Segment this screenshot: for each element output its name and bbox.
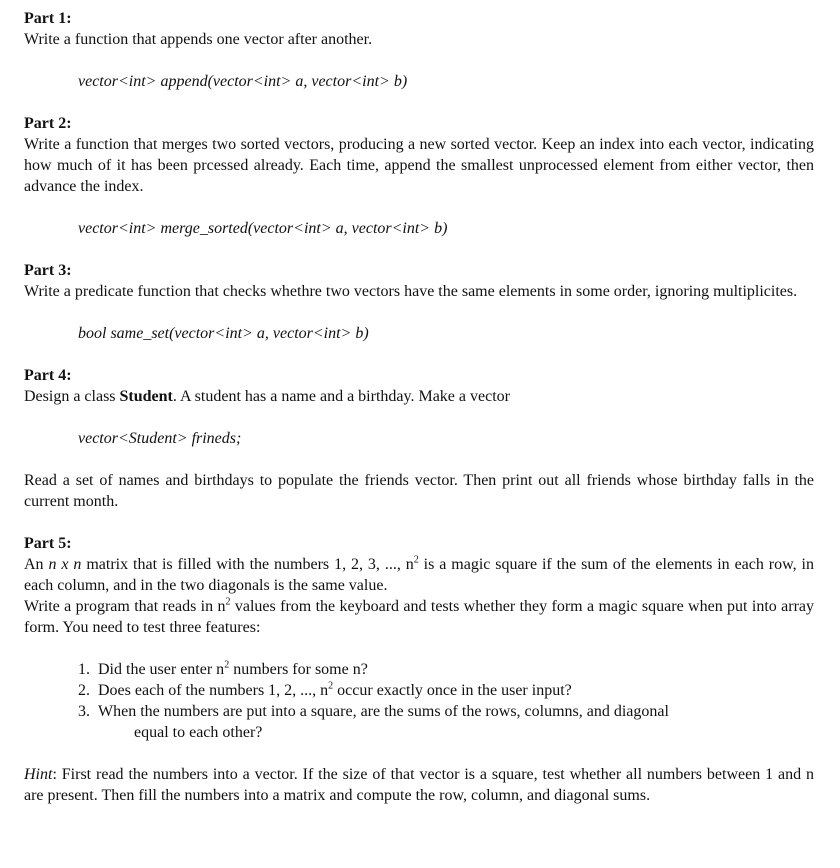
part-4-heading: Part 4:	[24, 367, 72, 384]
hint-paragraph	[24, 764, 814, 806]
part-2-section	[24, 113, 814, 239]
superscript-2: 2	[328, 680, 334, 692]
part-5-intro-b: matrix that is filled with the numbers 1, 2, 3, ..., n	[81, 556, 414, 573]
part-4-declaration: vector<Student> frineds;	[78, 430, 242, 447]
hint-label: Hint	[24, 766, 53, 783]
part-5-program-a: Write a program that reads in n	[24, 598, 226, 615]
part-5-intro-c: is a magic square if the sum of the elements in each row, in each column, and in the two diagonals is the same value.	[24, 556, 815, 594]
feature-item-1	[78, 659, 814, 680]
part-1-heading: Part 1:	[24, 10, 72, 27]
part-5-intro-a: An	[24, 556, 49, 573]
part-2-heading: Part 2:	[24, 115, 72, 132]
part-4-text-2: Read a set of names and birthdays to populate the friends vector. Then print out all friends whose birthday falls in the current month.	[24, 472, 814, 510]
part-5-section	[24, 533, 814, 806]
part-3-text: Write a predicate function that checks whethre two vectors have the same elements in some order, ignoring multiplicites.	[24, 283, 798, 300]
part-4-text	[24, 386, 814, 407]
feature-text-a: Did the user enter n	[98, 661, 225, 678]
part-3-section	[24, 260, 814, 344]
feature-text-b: occur exactly once in the user input?	[333, 682, 572, 699]
feature-item-2	[78, 680, 814, 701]
part-2-signature: vector<int> merge_sorted(vector<int> a, vector<int> b)	[78, 220, 448, 237]
student-class-name: Student	[119, 388, 173, 405]
part-4-text-after: . A student has a name and a birthday. Make a vector	[172, 388, 510, 405]
hint-text: : First read the numbers into a vector. If the size of that vector is a square, test whether all numbers between 1 and n are present. Then fill the numbers into a matrix and compute the row, column, and diagonal sums.	[24, 766, 814, 804]
feature-number: 2.	[78, 682, 90, 699]
part-5-heading: Part 5:	[24, 535, 72, 552]
part-4-section	[24, 365, 814, 512]
part-1-section	[24, 8, 814, 92]
superscript-2: 2	[224, 659, 230, 671]
feature-text-b: equal to each other?	[134, 724, 263, 741]
part-5-intro	[24, 554, 814, 596]
feature-number: 1.	[78, 661, 90, 678]
feature-text	[98, 659, 814, 680]
matrix-size: n x n	[48, 556, 82, 573]
part-2-text: Write a function that merges two sorted vectors, producing a new sorted vector. Keep an index into each vector, indicating how much of it has been prcessed already. Each time, append the smallest unprocessed element from either vector, then advance the index.	[24, 136, 814, 195]
part-3-signature: bool same_set(vector<int> a, vector<int> b)	[78, 325, 369, 342]
feature-text	[98, 680, 814, 701]
superscript-2: 2	[225, 596, 231, 608]
part-1-signature: vector<int> append(vector<int> a, vector<int> b)	[78, 73, 408, 90]
part-3-heading: Part 3:	[24, 262, 72, 279]
feature-item-3	[78, 701, 814, 743]
part-4-text-before: Design a class	[24, 388, 120, 405]
part-1-text: Write a function that appends one vector after another.	[24, 31, 373, 48]
feature-text	[98, 701, 814, 743]
superscript-2: 2	[413, 554, 419, 566]
part-5-program	[24, 596, 814, 638]
feature-text-a: Does each of the numbers 1, 2, ..., n	[98, 682, 329, 699]
feature-text-a: When the numbers are put into a square, are the sums of the rows, columns, and diagonal	[98, 703, 669, 720]
feature-text-b: numbers for some n?	[229, 661, 368, 678]
feature-list	[24, 659, 814, 743]
part-5-program-b: values from the keyboard and tests whether they form a magic square when put into array form. You need to test three features:	[24, 598, 814, 636]
feature-number: 3.	[78, 703, 90, 720]
